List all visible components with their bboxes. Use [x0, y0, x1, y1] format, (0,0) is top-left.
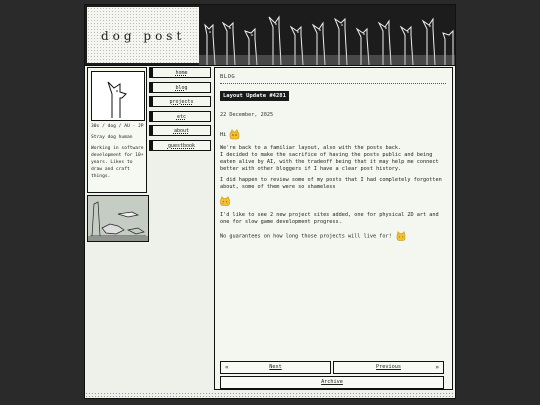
sidebar-illustration	[87, 195, 149, 242]
post-paragraph-4-row	[220, 231, 450, 241]
previous-button[interactable]	[333, 361, 444, 374]
nav-about[interactable]: about	[149, 125, 211, 136]
nav-blog[interactable]: blog	[149, 82, 211, 93]
post-date: 22 December, 2025	[220, 112, 274, 118]
embarrassed-dog-emoji-icon	[220, 196, 230, 206]
post-paragraph-1: We're back to a familiar layout, also with the posts back.	[220, 145, 402, 151]
next-button[interactable]	[220, 361, 331, 374]
nav-guestbook[interactable]: guestbook	[149, 140, 211, 151]
nav-etc[interactable]: etc	[149, 111, 211, 122]
next-label: Next	[269, 364, 282, 370]
sleepy-dog-emoji-icon	[395, 231, 407, 241]
post-title: Layout Update #4281	[220, 91, 289, 101]
post-greeting	[220, 129, 450, 140]
next-arrow-icon: «	[225, 364, 229, 371]
nav-home[interactable]: home	[149, 67, 211, 78]
post-paragraph-2: I did happen to review some of my posts that I had completely forgotten about, some of them were so shameless	[220, 177, 442, 191]
blog-post-panel	[214, 67, 453, 390]
site-logo-text: dog post	[101, 29, 186, 43]
site-logo[interactable]	[87, 7, 200, 63]
dog-avatar-icon	[91, 71, 145, 121]
post-paragraph-1b: I decided to make the sacrifice of having the posts public and being eaten alive by AI, with the tradeoff being that it may help me connect better with other bloggers if I have a clear post history.	[220, 152, 439, 173]
page-frame	[84, 4, 456, 399]
main-nav	[149, 67, 211, 154]
site-header	[85, 5, 455, 66]
profile-card	[87, 67, 147, 193]
footer-pattern	[85, 392, 455, 398]
nav-projects[interactable]: projects	[149, 96, 211, 107]
archive-label: Archive	[321, 379, 343, 385]
section-divider	[220, 83, 446, 84]
waving-dog-emoji-icon	[229, 129, 240, 140]
previous-arrow-icon: »	[435, 364, 439, 371]
profile-meta: 30s / dog / AU · JP	[91, 124, 144, 129]
profile-bio: Working in software development for 10+ years. Likes to draw and craft things.	[91, 146, 144, 179]
profile-tagline: Stray dog human	[91, 135, 133, 140]
header-dogs-illustration	[199, 5, 455, 65]
post-paragraph-3: I'd like to see 2 new project sites added, one for physical 2D art and one for slow game development progress.	[220, 212, 439, 226]
post-paragraph-4: No guarantees on how long those projects will live for!	[220, 233, 392, 240]
previous-label: Previous	[376, 364, 401, 370]
greeting-text: Hi	[220, 132, 227, 138]
section-title: BLOG	[220, 74, 236, 80]
archive-button[interactable]	[220, 376, 444, 389]
